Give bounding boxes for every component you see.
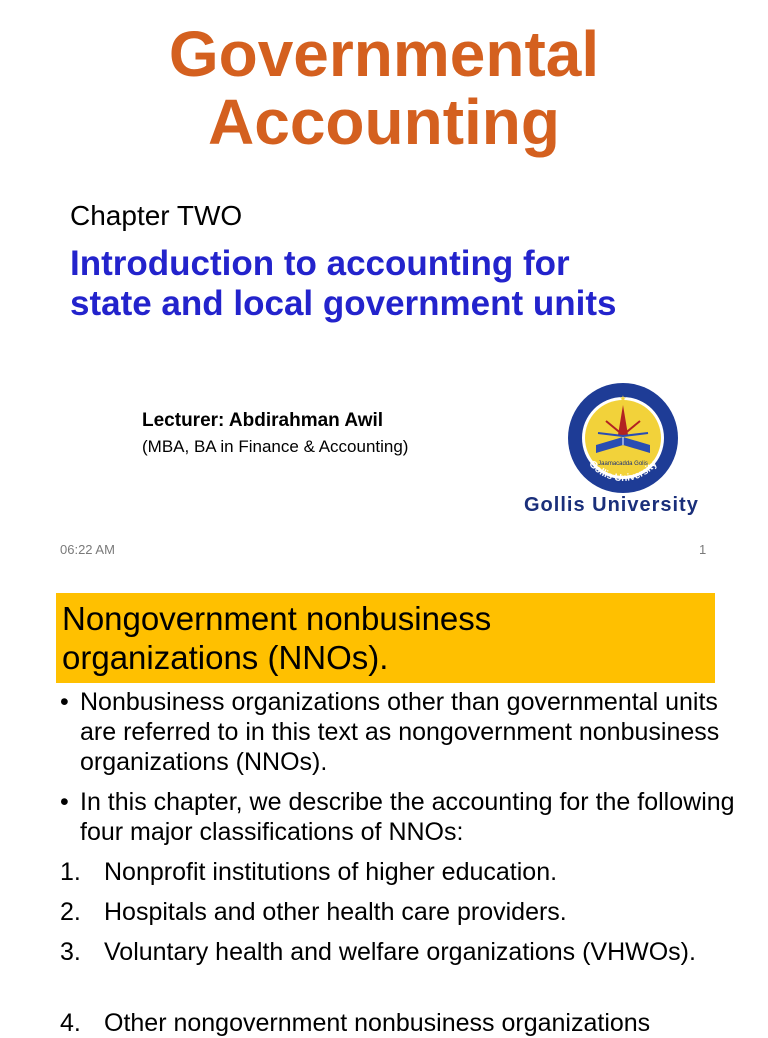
numbered-item [60, 1008, 750, 1038]
item-text: Other nongovernment nonbusiness organizations [104, 1009, 651, 1037]
bullet-marker: • [60, 788, 69, 816]
item-text: Hospitals and other health care providers. [104, 898, 567, 926]
lecturer-credentials: (MBA, BA in Finance & Accounting) [142, 437, 409, 456]
section-heading [62, 599, 712, 677]
bullet-item [60, 787, 750, 847]
bullet-text: Nonbusiness organizations other than governmental units are referred to in this text as nongovernment nonbusiness organizations (NNOs). [80, 688, 720, 776]
university-name: Gollis University [524, 494, 699, 516]
item-number: 4. [60, 1009, 81, 1037]
svg-text:★: ★ [619, 394, 627, 403]
item-number: 2. [60, 898, 81, 926]
numbered-item [60, 937, 750, 967]
title-line-1: Governmental [168, 18, 600, 90]
item-number: 1. [60, 858, 81, 886]
university-seal-logo [566, 381, 680, 495]
chapter-label: Chapter TWO [70, 200, 243, 231]
item-text: Voluntary health and welfare organizations (VHWOs). [104, 938, 696, 966]
heading-line-2: organizations (NNOs). [62, 639, 389, 676]
slide-page-number: 1 [699, 542, 707, 557]
numbered-item [60, 857, 750, 887]
subtitle-line-1: Introduction to accounting for [70, 244, 570, 283]
heading-line-1: Nongovernment nonbusiness [62, 600, 492, 637]
lecturer-name: Lecturer: Abdirahman Awil [142, 410, 384, 431]
bullet-item [60, 687, 750, 777]
slide-title [0, 20, 768, 156]
item-text: Nonprofit institutions of higher education. [104, 858, 558, 886]
item-number: 3. [60, 938, 81, 966]
bullet-marker: • [60, 688, 69, 716]
seal-inner-text: Jaamacadda Golis [598, 461, 648, 467]
numbered-item [60, 897, 750, 927]
seal-ring-text: Gollis University [586, 458, 660, 485]
slide-timestamp: 06:22 AM [60, 542, 115, 557]
bullet-text: In this chapter, we describe the accounting for the following four major classifications of NNOs: [80, 788, 735, 846]
subtitle-line-2: state and local government units [70, 284, 617, 323]
chapter-subtitle [70, 244, 750, 324]
title-line-2: Accounting [208, 86, 560, 158]
